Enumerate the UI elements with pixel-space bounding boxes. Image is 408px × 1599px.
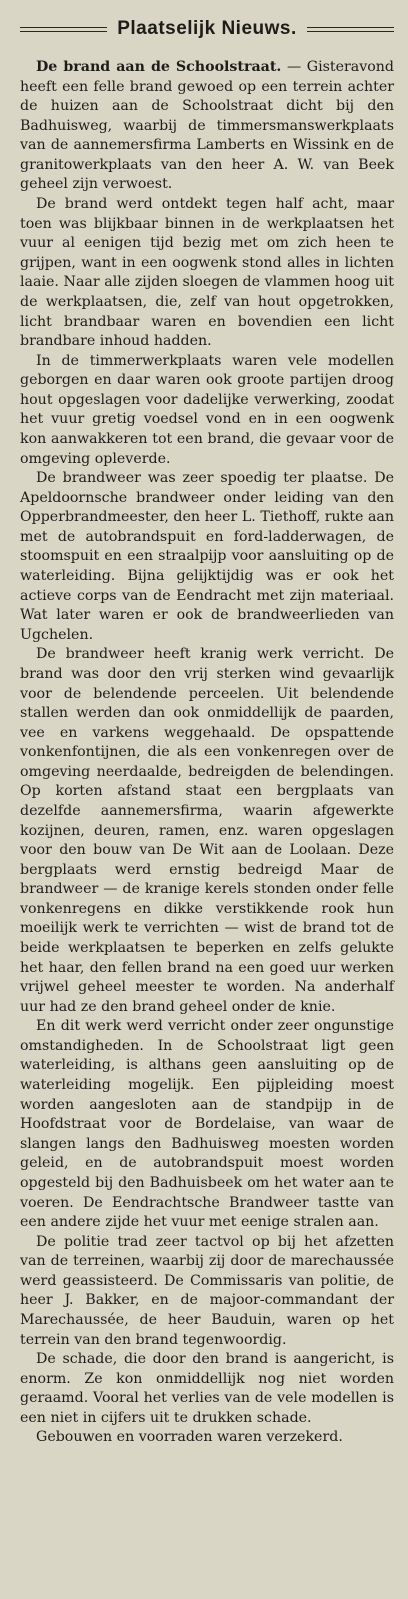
article-paragraph-text: — Gisteravond heeft een felle brand gewoed op een terrein achter de huizen aan de Schoolstraat dicht bij den Badhuisweg, waarbij de timmersmanswerkplaats van de aannemersfirma Lamberts en Wissink en de granitowerkplaats van den heer A. W. van Beek geheel zijn verwoest. xyxy=(20,59,395,193)
header-rule-right xyxy=(307,27,394,32)
article-paragraph: In de timmerwerkplaats waren vele modellen geborgen en daar waren ook groote partijen droog hout opgeslagen voor dadelijke verwerking, zoodat het vuur gretig voedsel vond en in een oogwenk kon aanwakkeren tot een brand, die gevaar voor de omgeving opleverde. xyxy=(20,352,394,467)
article-paragraph: De politie trad zeer tactvol op bij het afzetten van de terreinen, waarbij zij door de marechaussée werd geassisteerd. De Commissaris van politie, de heer J. Bakker, en de majoor-commandant der Marechaussée, de heer Bauduin, waren op het terrein van den brand tegenwoordig. xyxy=(20,1233,394,1348)
article-paragraph: De brandweer heeft kranig werk verricht. De brand was door den vrij sterken wind gevaarlijk voor de belendende perceelen. Uit belendende stallen werden dan ook onmiddellijk de paarden, vee en varkens weggehaald. De opspattende vonkenfontijnen, die als een vonkenregen over de omgeving neerdaalde, bedreigden de belendingen. Op korten afstand staat een bergplaats van dezelfde aannemersfirma, waarin afgewerkte kozijnen, deuren, ramen, enz. waren opgeslagen voor den bouw van De Wit aan de Loolaan. Deze bergplaats werd ernstig bedreigd Maar de brandweer — de kranige kerels stonden onder felle vonkenregens en dikke verstikkende rook hun moeilijk werk te verrichten — wist de brand tot de beide werkplaatsen te beperken en zelfs gelukte het haar, den fellen brand na een goed uur werken vrijwel geheel meester te worden. Na anderhalf uur had ze den brand geheel onder de knie. xyxy=(20,646,394,1015)
article-paragraph: Gebouwen en voorraden waren verzekerd. xyxy=(36,1429,343,1446)
article-body xyxy=(20,58,394,1448)
article-paragraph: De schade, die door den brand is aangericht, is enorm. Ze kon onmiddellijk nog niet worden geraamd. Vooral het verlies van de vele modellen is een niet in cijfers uit te drukken schade. xyxy=(20,1351,394,1426)
section-title: Plaatselijk Nieuws. xyxy=(117,18,297,39)
article-paragraph: De brand werd ontdekt tegen half acht, maar toen was blijkbaar binnen in de werkplaatsen het vuur al eenigen tijd bezig met om zich heen te grijpen, want in een oogwenk stond alles in lichten laaie. Naar alle zijden sloegen de vlammen hoog uit de werkplaatsen, die, zelf van hout opgetrokken, licht brandbaar waren en bovendien een licht brandbare inhoud hadden. xyxy=(20,196,394,350)
header-rule-left xyxy=(20,27,107,32)
article-paragraph: En dit werk werd verricht onder zeer ongunstige omstandigheden. In de Schoolstraat ligt geen waterleiding, is althans geen aansluiting op de waterleiding mogelijk. Een pijpleiding moest worden aangesloten aan de standpijp in de Hoofdstraat voor de Bordelaise, van waar de slangen langs den Badhuisweg moesten worden geleid, en de autobrandspuit moest worden opgesteld bij den Badhuisbeek om het water aan te voeren. De Eendrachtsche Brandweer tastte van een andere zijde het vuur met eenige stralen aan. xyxy=(20,1018,394,1231)
article-headline: De brand aan de Schoolstraat. xyxy=(36,59,282,75)
article-paragraph xyxy=(20,58,394,195)
section-header xyxy=(20,6,394,52)
article-paragraph: De brandweer was zeer spoedig ter plaatse. De Apeldoornsche brandweer onder leiding van den Opperbrandmeester, den heer L. Tiethoff, rukte aan met de autobrandspuit en ford-ladderwagen, de stoomspuit en een straalpijp voor aansluiting op de waterleiding. Bijna gelijktijdig was er ook het actieve corps van de Eendracht met zijn materiaal. Wat later waren er ook de brandweerlieden van Ugchelen. xyxy=(20,470,394,643)
